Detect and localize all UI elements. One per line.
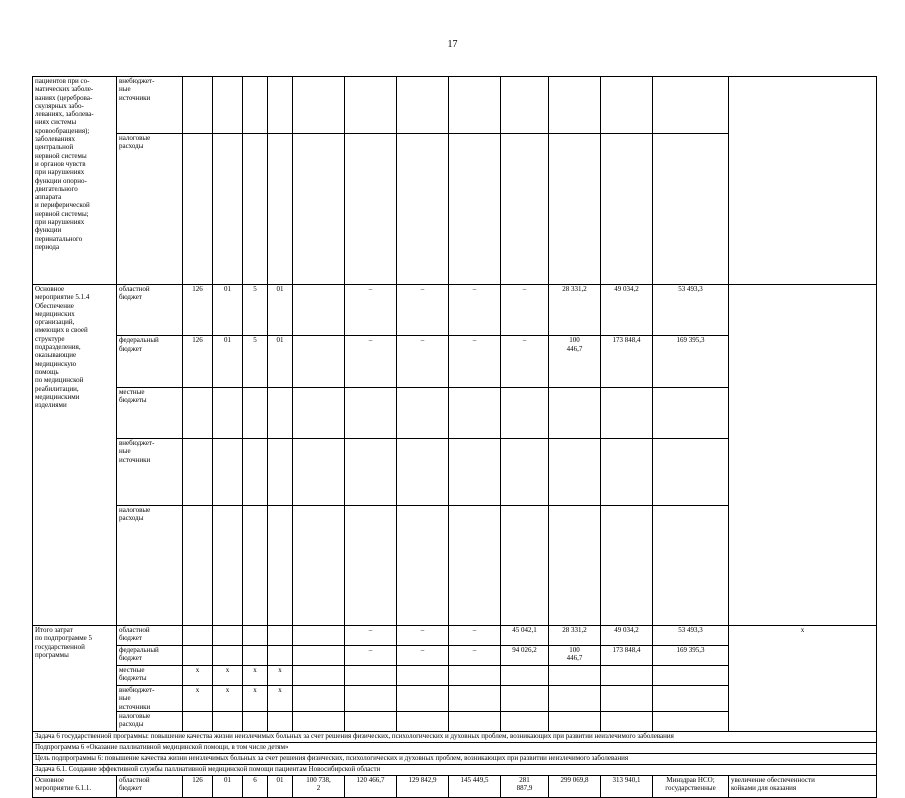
value-cell [549, 686, 601, 712]
value-cell [653, 134, 729, 285]
value-cell [268, 712, 293, 732]
value-cell [293, 336, 345, 387]
value-cell: х [213, 666, 243, 686]
value-cell [293, 626, 345, 646]
value-cell [653, 439, 729, 505]
value-cell: 01 [213, 776, 243, 798]
value-cell [549, 77, 601, 134]
value-cell: 53 493,3 [653, 285, 729, 336]
value-cell: 01 [268, 336, 293, 387]
value-cell: 6 [243, 776, 268, 798]
value-cell: 126 [183, 285, 213, 336]
value-cell: 49 034,2 [601, 626, 653, 646]
value-cell [501, 666, 549, 686]
value-cell [268, 134, 293, 285]
value-cell [601, 77, 653, 134]
value-cell [549, 666, 601, 686]
value-cell [549, 439, 601, 505]
value-cell [293, 666, 345, 686]
value-cell: 145 449,5 [449, 776, 501, 798]
value-cell: 173 848,4 [601, 336, 653, 387]
value-cell [213, 712, 243, 732]
value-cell: х [268, 666, 293, 686]
value-cell [243, 626, 268, 646]
value-cell [183, 626, 213, 646]
funding-source: федеральный бюджет [117, 646, 183, 666]
value-cell: – [345, 336, 397, 387]
value-cell: 169 395,3 [653, 336, 729, 387]
value-cell: 53 493,3 [653, 626, 729, 646]
value-cell [653, 505, 729, 626]
value-cell [183, 712, 213, 732]
section-heading-2: Подпрограмма 6 «Оказание паллиативной медицинской помощи, в том числе детям» [33, 743, 877, 754]
value-cell [397, 505, 449, 626]
value-cell: 129 842,9 [397, 776, 449, 798]
value-cell [213, 646, 243, 666]
value-cell: 49 034,2 [601, 285, 653, 336]
value-cell: 5 [243, 336, 268, 387]
value-cell [345, 134, 397, 285]
value-cell [397, 686, 449, 712]
value-cell [293, 387, 345, 438]
value-cell [397, 666, 449, 686]
activity-name: Основное мероприятие 5.1.4 Обеспечение медицинских организаций, имеющих в своей структуре подразделения, оказывающие медицинскую помощь по медицинской реабилитации, медицинскими изделиями [33, 285, 117, 626]
page-number: 17 [447, 39, 458, 50]
value-cell: 120 466,7 [345, 776, 397, 798]
value-cell [653, 686, 729, 712]
value-cell [293, 285, 345, 336]
value-cell [268, 646, 293, 666]
value-cell [183, 439, 213, 505]
value-cell: 01 [213, 285, 243, 336]
value-cell: х [243, 686, 268, 712]
value-cell [449, 505, 501, 626]
value-cell: 01 [268, 285, 293, 336]
value-cell [501, 387, 549, 438]
section-heading-1: Задача 6 государственной программы: повышение качества жизни неизлечимых больных за счет решения физических, психологических и духовных проблем, возникающих при развитии неизлечимого заболевания [33, 732, 877, 743]
value-cell: – [501, 285, 549, 336]
value-cell [653, 666, 729, 686]
value-cell [213, 626, 243, 646]
value-cell: х [183, 666, 213, 686]
value-cell: – [449, 646, 501, 666]
value-cell [213, 439, 243, 505]
value-cell: – [397, 336, 449, 387]
value-cell [397, 387, 449, 438]
value-cell [345, 712, 397, 732]
value-cell [243, 134, 268, 285]
value-cell [501, 77, 549, 134]
value-cell: х [243, 666, 268, 686]
value-cell: 126 [183, 776, 213, 798]
value-cell [397, 134, 449, 285]
value-cell: – [345, 626, 397, 646]
value-cell: 28 331,2 [549, 626, 601, 646]
value-cell [449, 686, 501, 712]
value-cell [397, 77, 449, 134]
value-cell [183, 646, 213, 666]
value-cell [345, 77, 397, 134]
value-cell [397, 712, 449, 732]
value-cell [345, 505, 397, 626]
value-cell: 100 446,7 [549, 646, 601, 666]
funding-source: федеральный бюджет [117, 336, 183, 387]
value-cell [601, 686, 653, 712]
value-cell [268, 387, 293, 438]
value-cell [601, 134, 653, 285]
executor-cell [729, 285, 877, 626]
value-cell: 5 [243, 285, 268, 336]
activity-name: пациентов при со- матических заболе- ваниях (цереброва- скулярных забо- леваниях, заболева- ниях системы кровообращения); заболеваниях центральной нервной системы и органов чувств при нарушениях функции опорно- двигательного аппарата и периферической нервной системы; при нарушениях функции перинатального периода [33, 77, 117, 285]
executor-cell [729, 77, 877, 285]
value-cell [213, 387, 243, 438]
value-cell [213, 77, 243, 134]
value-cell [653, 77, 729, 134]
value-cell [268, 439, 293, 505]
value-cell [449, 439, 501, 505]
value-cell [449, 666, 501, 686]
value-cell [183, 505, 213, 626]
value-cell: 173 848,4 [601, 646, 653, 666]
value-cell [601, 505, 653, 626]
value-cell [501, 439, 549, 505]
value-cell [243, 646, 268, 666]
activity-name: Итого затрат по подпрограмме 5 государственной программы [33, 626, 117, 732]
value-cell: – [449, 336, 501, 387]
value-cell [345, 686, 397, 712]
value-cell: – [345, 646, 397, 666]
value-cell [501, 712, 549, 732]
value-cell: – [449, 626, 501, 646]
value-cell [501, 505, 549, 626]
value-cell: 169 395,3 [653, 646, 729, 666]
value-cell [449, 387, 501, 438]
executor-cell: Минздрав НСО; государственные [653, 776, 729, 798]
value-cell: 28 331,2 [549, 285, 601, 336]
funding-source: налоговые расходы [117, 134, 183, 285]
value-cell [653, 712, 729, 732]
value-cell [268, 77, 293, 134]
value-cell [601, 712, 653, 732]
value-cell: х [268, 686, 293, 712]
value-cell [243, 439, 268, 505]
funding-source: внебюджет- ные источники [117, 439, 183, 505]
value-cell: 313 940,1 [601, 776, 653, 798]
value-cell [213, 134, 243, 285]
funding-source: налоговые расходы [117, 712, 183, 732]
section-heading-4: Задача 6.1. Создание эффективной службы паллиативной медицинской помощи пациентам Новосибирской области [33, 765, 877, 776]
value-cell [653, 387, 729, 438]
funding-source: областной бюджет [117, 776, 183, 798]
value-cell: 100 738, 2 [293, 776, 345, 798]
value-cell [549, 712, 601, 732]
value-cell [345, 666, 397, 686]
value-cell [397, 439, 449, 505]
value-cell: – [449, 285, 501, 336]
funding-source: областной бюджет [117, 626, 183, 646]
value-cell: 100 446,7 [549, 336, 601, 387]
activity-name: Основное мероприятие 6.1.1. [33, 776, 117, 798]
value-cell: 299 069,8 [549, 776, 601, 798]
value-cell [501, 686, 549, 712]
executor-cell: х [729, 626, 877, 732]
value-cell [293, 712, 345, 732]
value-cell: – [397, 626, 449, 646]
value-cell [601, 439, 653, 505]
value-cell [243, 387, 268, 438]
funding-source: местные бюджеты [117, 387, 183, 438]
value-cell [549, 387, 601, 438]
value-cell [345, 439, 397, 505]
value-cell [213, 505, 243, 626]
value-cell: 01 [213, 336, 243, 387]
value-cell [183, 387, 213, 438]
value-cell [293, 439, 345, 505]
value-cell [268, 505, 293, 626]
value-cell: – [397, 646, 449, 666]
value-cell: 126 [183, 336, 213, 387]
value-cell [243, 712, 268, 732]
value-cell [293, 77, 345, 134]
value-cell: х [213, 686, 243, 712]
value-cell: – [397, 285, 449, 336]
value-cell [601, 387, 653, 438]
table-body [33, 77, 877, 798]
value-cell [449, 712, 501, 732]
value-cell [293, 686, 345, 712]
value-cell [549, 505, 601, 626]
value-cell: 45 042,1 [501, 626, 549, 646]
value-cell [243, 77, 268, 134]
funding-source: внебюджет- ные источники [117, 77, 183, 134]
value-cell [183, 77, 213, 134]
value-cell [601, 666, 653, 686]
value-cell: х [183, 686, 213, 712]
value-cell: – [501, 336, 549, 387]
value-cell [293, 134, 345, 285]
funding-source: налоговые расходы [117, 505, 183, 626]
value-cell [345, 387, 397, 438]
value-cell [268, 626, 293, 646]
budget-table [32, 76, 877, 798]
value-cell [293, 505, 345, 626]
funding-source: местные бюджеты [117, 666, 183, 686]
value-cell [449, 77, 501, 134]
value-cell [183, 134, 213, 285]
funding-source: областной бюджет [117, 285, 183, 336]
expected-result: увеличение обеспеченности койками для оказания [729, 776, 877, 798]
value-cell: – [345, 285, 397, 336]
value-cell [501, 134, 549, 285]
funding-source: внебюджет- ные источники [117, 686, 183, 712]
value-cell [293, 646, 345, 666]
value-cell: 01 [268, 776, 293, 798]
section-heading-3: Цель подпрограммы 6: повышение качества жизни неизлечимых больных за счет решения физических, психологических и духовных проблем, возникающих при развитии неизлечимого заболевания [33, 754, 877, 765]
value-cell [549, 134, 601, 285]
value-cell: 94 026,2 [501, 646, 549, 666]
value-cell [243, 505, 268, 626]
value-cell [449, 134, 501, 285]
value-cell: 281 887,9 [501, 776, 549, 798]
